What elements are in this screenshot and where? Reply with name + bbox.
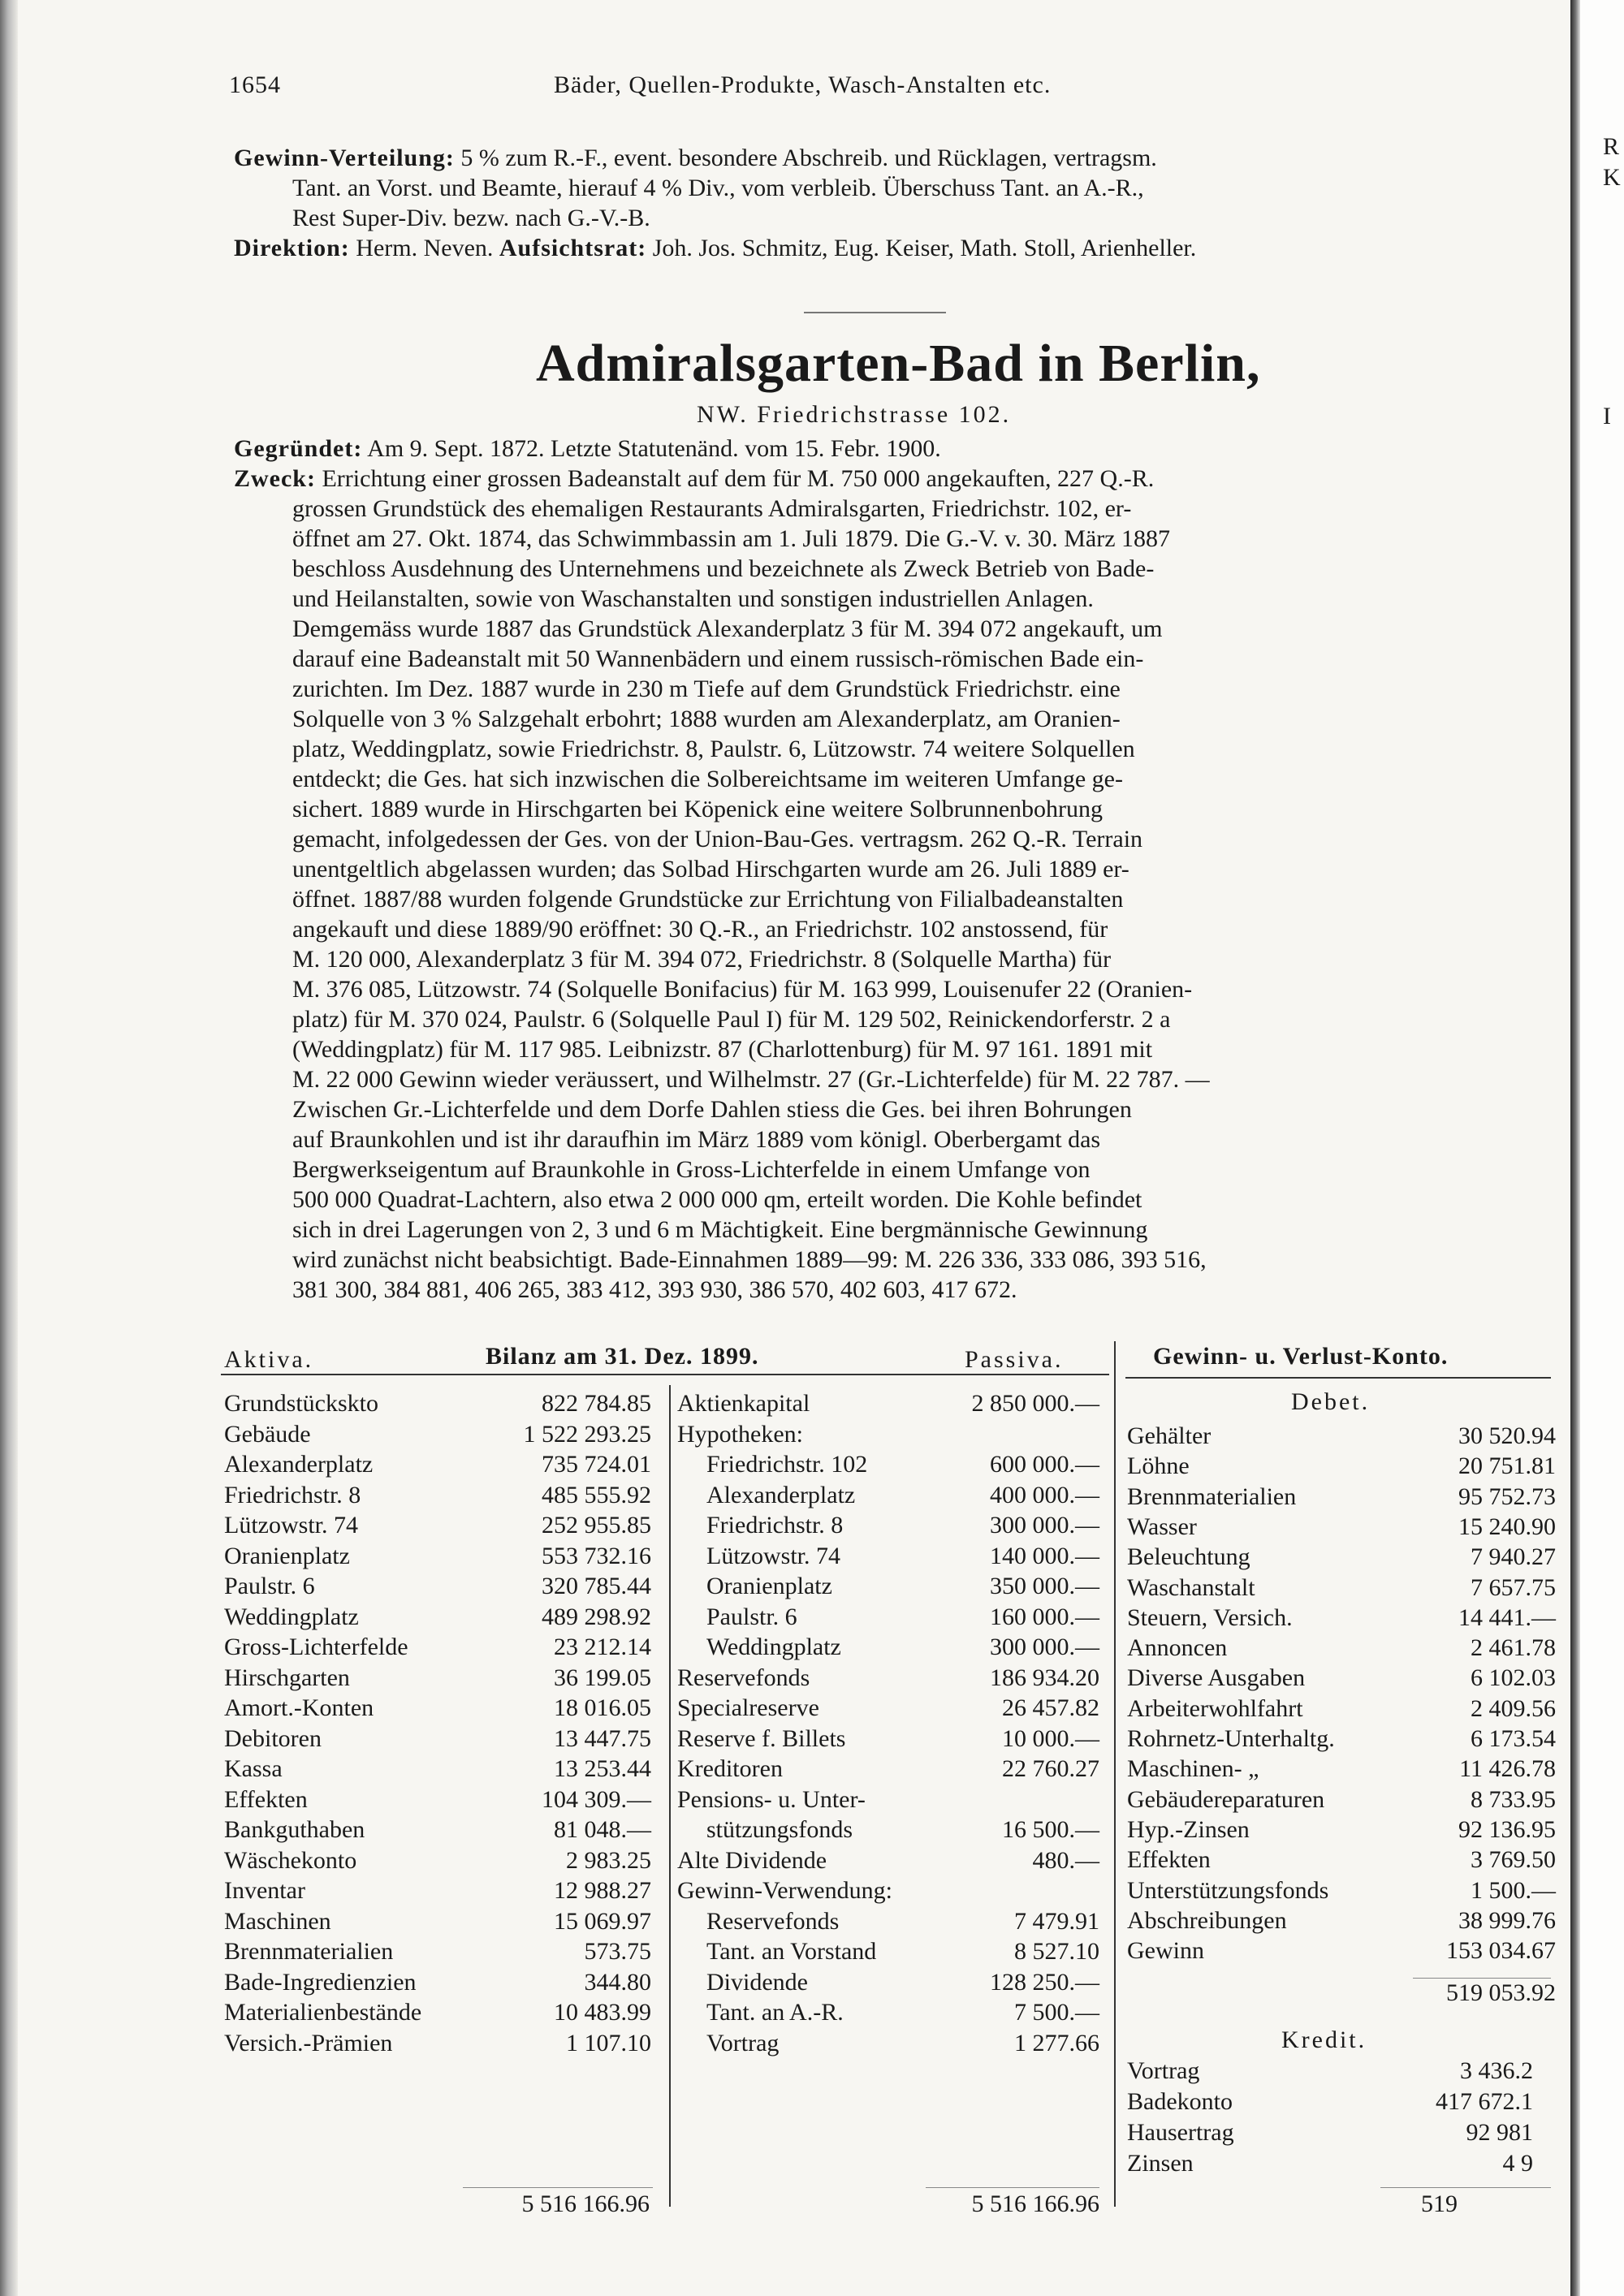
passiva-row [677, 1786, 1099, 1817]
aktiva-row-label: Gebäude [224, 1420, 311, 1448]
aktiva-row [224, 1786, 651, 1817]
aktiva-row-amount: 344.80 [584, 1968, 651, 1996]
purpose-line: zurichten. Im Dez. 1887 wurde in 230 m Tiefe auf dem Grundstück Friedrichstr. eine [292, 675, 1121, 702]
kredit-row-amount: 417 672.1 [1436, 2088, 1533, 2115]
purpose-line: (Weddingplatz) für M. 117 985. Leibnizstr. 87 (Charlottenburg) für M. 97 161. 1891 mit [292, 1036, 1153, 1063]
passiva-row [677, 1543, 1099, 1573]
page-number: 1654 [229, 71, 281, 98]
kredit-row-amount: 3 436.2 [1460, 2057, 1533, 2084]
scan-gutter-shadow [1570, 0, 1580, 2296]
purpose-line: 500 000 Quadrat-Lachtern, also etwa 2 000 000 qm, erteilt worden. Die Kohle befindet [292, 1186, 1142, 1213]
aktiva-row-amount: 104 309.— [542, 1785, 651, 1813]
purpose-line: M. 22 000 Gewinn wieder veräussert, und Wilhelmstr. 27 (Gr.-Lichterfelde) für M. 22 787. — [292, 1066, 1210, 1093]
aktiva-row [224, 1694, 651, 1725]
debet-row [1127, 1452, 1556, 1483]
passiva-row-amount: 350 000.— [990, 1573, 1099, 1599]
passiva-row-amount: 140 000.— [990, 1542, 1099, 1569]
aktiva-row [224, 1908, 651, 1939]
passiva-row-label: Paulstr. 6 [706, 1603, 797, 1630]
passiva-row-label: Alte Dividende [677, 1846, 827, 1874]
passiva-row-amount: 128 250.— [990, 1968, 1099, 1996]
debet-row-label: Hyp.-Zinsen [1127, 1815, 1250, 1843]
aktiva-row [224, 1512, 651, 1543]
aktiva-row-amount: 13 447.75 [554, 1724, 651, 1752]
debet-row [1127, 1725, 1556, 1756]
aktiva-row [224, 1451, 651, 1482]
text-line: Gewinn-Verteilung: 5 % zum R.-F., event. besondere Abschreib. und Rücklagen, vertragsm. [234, 145, 1157, 171]
purpose-line: Zwischen Gr.-Lichterfelde und dem Dorfe Dahlen stiess die Ges. bei ihren Bohrungen [292, 1096, 1132, 1123]
passiva-row-label: Specialreserve [677, 1694, 819, 1721]
passiva-row-amount: 7 479.91 [1014, 1907, 1099, 1935]
debet-row [1127, 1634, 1556, 1665]
debet-row [1127, 1846, 1556, 1877]
aktiva-row [224, 1664, 651, 1695]
purpose-line: sich in drei Lagerungen von 2, 3 und 6 m Mächtigkeit. Eine bergmännische Gewinnung [292, 1216, 1148, 1243]
passiva-row-amount: 16 500.— [1002, 1816, 1099, 1843]
passiva-row-amount: 300 000.— [990, 1512, 1099, 1539]
aktiva-row-amount: 252 955.85 [542, 1512, 651, 1539]
passiva-row-amount: 480.— [1032, 1846, 1099, 1874]
passiva-row [677, 1603, 1099, 1634]
aktiva-row [224, 1421, 651, 1452]
debet-row [1127, 1816, 1556, 1847]
margin-fragment: R [1603, 133, 1620, 160]
debet-row-label: Rohrnetz-Unterhaltg. [1127, 1725, 1335, 1752]
founded-line: Gegründet: Am 9. Sept. 1872. Letzte Statutenänd. vom 15. Febr. 1900. [234, 435, 941, 462]
passiva-row-label: Dividende [706, 1968, 808, 1996]
aktiva-row-label: Oranienplatz [224, 1542, 350, 1569]
kredit-row [1127, 2057, 1533, 2088]
debet-row-label: Brennmaterialien [1127, 1482, 1297, 1510]
aktiva-row-label: Effekten [224, 1785, 308, 1813]
aktiva-row-amount: 23 212.14 [554, 1634, 651, 1660]
kredit-row-amount: 4 9 [1502, 2150, 1533, 2177]
debet-row-label: Wasser [1127, 1513, 1197, 1540]
purpose-line: M. 120 000, Alexanderplatz 3 für M. 394 072, Friedrichstr. 8 (Solquelle Martha) für [292, 946, 1112, 973]
column-divider [1114, 1341, 1116, 2207]
passiva-row-label: stützungsfonds [706, 1816, 853, 1843]
passiva-row-label: Weddingplatz [706, 1634, 841, 1660]
purpose-line: platz) für M. 370 024, Paulstr. 6 (Solquelle Paul I) für M. 129 502, Reinickendorferstr. 2 a [292, 1006, 1171, 1033]
aktiva-row-amount: 485 555.92 [542, 1481, 651, 1508]
debet-row-amount: 1 500.— [1471, 1876, 1556, 1904]
aktiva-row-label: Amort.-Konten [224, 1694, 374, 1721]
aktiva-row-amount: 1 107.10 [566, 2029, 651, 2056]
aktiva-row-amount: 553 732.16 [542, 1542, 651, 1569]
aktiva-row-label: Grundstückskto [224, 1390, 378, 1417]
aktiva-row [224, 1755, 651, 1786]
passiva-row-label: Friedrichstr. 8 [706, 1512, 844, 1539]
pl-title: Gewinn- u. Verlust-Konto. [1153, 1343, 1449, 1370]
passiva-row-label: Friedrichstr. 102 [706, 1451, 868, 1478]
passiva-row-amount: 7 500.— [1014, 1999, 1099, 2026]
debet-row [1127, 1543, 1556, 1574]
margin-fragment: K [1603, 164, 1621, 191]
debet-row-amount: 8 733.95 [1471, 1785, 1556, 1813]
passiva-row-amount: 1 277.66 [1014, 2029, 1099, 2056]
passiva-label: Passiva. [965, 1346, 1064, 1373]
purpose-body [234, 494, 1566, 1305]
passiva-row-amount: 22 760.27 [1002, 1755, 1099, 1782]
aktiva-row-amount: 13 253.44 [554, 1755, 651, 1782]
aktiva-row [224, 1603, 651, 1634]
debet-row-amount: 38 999.76 [1458, 1906, 1556, 1934]
debet-row-amount: 2 461.78 [1471, 1634, 1556, 1662]
debet-row-label: Annoncen [1127, 1634, 1228, 1662]
debet-row-amount: 15 240.90 [1458, 1513, 1556, 1540]
aktiva-row [224, 1543, 651, 1573]
passiva-row [677, 1664, 1099, 1695]
purpose-line: entdeckt; die Ges. hat sich inzwischen die Solbereichtsame im weiteren Umfange ge- [292, 766, 1123, 792]
aktiva-sum-rule [463, 2187, 653, 2188]
purpose-line: platz, Weddingplatz, sowie Friedrichstr. 8, Paulstr. 6, Lützowstr. 74 weitere Solquellen [292, 736, 1135, 762]
aktiva-row-amount: 18 016.05 [554, 1694, 651, 1721]
company-description [234, 434, 1566, 1305]
text-line: Tant. an Vorst. und Beamte, hierauf 4 % Div., vom verbleib. Überschuss Tant. an A.-R., [292, 175, 1144, 201]
passiva-row-label: Reservefonds [677, 1664, 810, 1691]
debet-row [1127, 1604, 1556, 1635]
passiva-row-amount: 160 000.— [990, 1603, 1099, 1630]
debet-row-label: Unterstützungsfonds [1127, 1876, 1329, 1904]
passiva-row-label: Hypotheken: [677, 1420, 803, 1448]
text-line: Direktion: Herm. Neven. Aufsichtsrat: Joh. Jos. Schmitz, Eug. Keiser, Math. Stoll, Arienheller. [234, 235, 1197, 261]
aktiva-row-label: Alexanderplatz [224, 1451, 374, 1478]
debet-row-amount: 20 751.81 [1458, 1452, 1556, 1480]
purpose-line: darauf eine Badeanstalt mit 50 Wannenbädern und einem russisch-römischen Bade ein- [292, 645, 1144, 672]
pl-header-rule [1125, 1377, 1551, 1379]
aktiva-row-amount: 2 983.25 [566, 1846, 651, 1874]
passiva-row-label: Alexanderplatz [706, 1481, 856, 1508]
kredit-row-label: Vortrag [1127, 2057, 1200, 2084]
debet-row-label: Gewinn [1127, 1937, 1204, 1965]
passiva-row-label: Lützowstr. 74 [706, 1542, 840, 1569]
aktiva-row [224, 1725, 651, 1756]
passiva-row [677, 1908, 1099, 1939]
passiva-row [677, 1999, 1099, 2030]
passiva-row [677, 1451, 1099, 1482]
passiva-row-amount: 10 000.— [1002, 1724, 1099, 1752]
aktiva-row-label: Maschinen [224, 1907, 331, 1935]
debet-sum-rule [1413, 1978, 1551, 1979]
passiva-row [677, 1512, 1099, 1543]
purpose-line: sichert. 1889 wurde in Hirschgarten bei Köpenick eine weitere Solbrunnenbohrung [292, 796, 1104, 822]
debet-row-label: Diverse Ausgaben [1127, 1664, 1306, 1692]
aktiva-row-label: Lützowstr. 74 [224, 1512, 358, 1539]
running-header [229, 71, 1569, 110]
aktiva-row [224, 1938, 651, 1969]
passiva-row-label: Pensions- u. Unter- [677, 1785, 866, 1813]
scan-left-edge [0, 0, 18, 2296]
kredit-row-label: Zinsen [1127, 2150, 1194, 2177]
aktiva-row-amount: 822 784.85 [542, 1390, 651, 1417]
debet-row-amount: 30 520.94 [1458, 1422, 1556, 1449]
debet-row-label: Gebäudereparaturen [1127, 1785, 1325, 1813]
passiva-row-label: Tant. an A.-R. [706, 1999, 844, 2026]
debet-row [1127, 1483, 1556, 1514]
passiva-row-label: Reserve f. Billets [677, 1724, 846, 1752]
passiva-row-amount: 300 000.— [990, 1634, 1099, 1660]
passiva-row-amount: 600 000.— [990, 1451, 1099, 1478]
passiva-row [677, 1390, 1099, 1421]
aktiva-row-amount: 573.75 [584, 1938, 651, 1965]
purpose-line: und Heilanstalten, sowie von Waschanstalten und sonstigen industriellen Anlagen. [292, 585, 1094, 612]
running-title: Bäder, Quellen-Produkte, Wasch-Anstalten etc. [554, 71, 1052, 98]
debet-row-amount: 92 136.95 [1458, 1815, 1556, 1843]
passiva-row [677, 1816, 1099, 1847]
passiva-row-amount: 2 850 000.— [971, 1390, 1099, 1417]
aktiva-row-amount: 320 785.44 [542, 1573, 651, 1599]
debet-row [1127, 1786, 1556, 1817]
purpose-line: wird zunächst nicht beabsichtigt. Bade-Einnahmen 1889—99: M. 226 336, 333 086, 393 516, [292, 1246, 1207, 1273]
aktiva-row-label: Gross-Lichterfelde [224, 1634, 408, 1660]
aktiva-row [224, 1573, 651, 1603]
aktiva-row [224, 1999, 651, 2030]
kredit-total: 519 [1421, 2190, 1458, 2217]
passiva-row [677, 1938, 1099, 1969]
debet-row [1127, 1574, 1556, 1605]
aktiva-row-amount: 735 724.01 [542, 1451, 651, 1478]
aktiva-passiva-divider [669, 1385, 671, 2207]
passiva-row-amount: 8 527.10 [1014, 1938, 1099, 1965]
passiva-row [677, 1847, 1099, 1878]
debet-row [1127, 1907, 1556, 1938]
aktiva-row [224, 1390, 651, 1421]
passiva-row [677, 1755, 1099, 1786]
aktiva-row-label: Weddingplatz [224, 1603, 359, 1630]
aktiva-row-label: Hirschgarten [224, 1664, 350, 1691]
debet-row [1127, 1695, 1556, 1726]
kredit-sum-rule [1380, 2187, 1551, 2188]
purpose-line: gemacht, infolgedessen der Ges. von der Union-Bau-Ges. vertragsm. 262 Q.-R. Terrain [292, 826, 1143, 852]
aktiva-label: Aktiva. [224, 1346, 314, 1373]
aktiva-row-label: Paulstr. 6 [224, 1573, 315, 1599]
debet-row-label: Waschanstalt [1127, 1573, 1255, 1601]
purpose-line: öffnet. 1887/88 wurden folgende Grundstücke zur Errichtung von Filialbadeanstalten [292, 886, 1124, 913]
passiva-row [677, 1969, 1099, 2000]
debet-row-label: Steuern, Versich. [1127, 1603, 1293, 1631]
passiva-row-amount: 26 457.82 [1002, 1694, 1099, 1721]
debet-row [1127, 1755, 1556, 1786]
purpose-line: Solquelle von 3 % Salzgehalt erbohrt; 1888 wurden am Alexanderplatz, am Oranien- [292, 706, 1121, 732]
debet-row-amount: 95 752.73 [1458, 1482, 1556, 1510]
debet-total: 519 053.92 [1446, 1979, 1556, 2006]
purpose-line: angekauft und diese 1889/90 eröffnet: 30 Q.-R., an Friedrichstr. 102 anstossend, für [292, 916, 1108, 943]
debet-row-label: Gehälter [1127, 1422, 1212, 1449]
passiva-row-label: Reservefonds [706, 1907, 840, 1935]
purpose-line: beschloss Ausdehnung des Unternehmens und bezeichnete als Zweck Betrieb von Bade- [292, 555, 1155, 582]
aktiva-row-amount: 12 988.27 [554, 1877, 651, 1904]
passiva-row [677, 1421, 1099, 1452]
debet-row-amount: 7 940.27 [1471, 1543, 1556, 1571]
purpose-line: M. 376 085, Lützowstr. 74 (Solquelle Bonifacius) für M. 163 999, Louisenufer 22 (Oranien- [292, 976, 1193, 1003]
passiva-row-amount: 186 934.20 [990, 1664, 1099, 1691]
debet-row-amount: 6 173.54 [1471, 1725, 1556, 1752]
passiva-row [677, 2030, 1099, 2061]
company-heading: Admiralsgarten-Bad in Berlin, [536, 334, 1261, 393]
debet-row-amount: 14 441.— [1458, 1603, 1556, 1631]
balance-title: Bilanz am 31. Dez. 1899. [486, 1343, 759, 1370]
passiva-row [677, 1725, 1099, 1756]
passiva-row [677, 1634, 1099, 1664]
debet-row-amount: 11 426.78 [1459, 1755, 1556, 1783]
aktiva-row-amount: 489 298.92 [542, 1603, 651, 1630]
purpose-line: 381 300, 384 881, 406 265, 383 412, 393 930, 386 570, 402 603, 417 672. [292, 1276, 1017, 1303]
passiva-row [677, 1482, 1099, 1513]
kredit-row [1127, 2088, 1533, 2119]
debet-row [1127, 1513, 1556, 1544]
passiva-row [677, 1877, 1099, 1908]
aktiva-row-amount: 81 048.— [554, 1816, 651, 1843]
debet-row-label: Effekten [1127, 1846, 1211, 1874]
passiva-row-label: Gewinn-Verwendung: [677, 1877, 892, 1904]
purpose-line: grossen Grundstück des ehemaligen Restaurants Admiralsgarten, Friedrichstr. 102, er- [292, 495, 1132, 522]
company-address: NW. Friedrichstrasse 102. [697, 401, 1012, 428]
debet-row [1127, 1422, 1556, 1453]
aktiva-row-amount: 15 069.97 [554, 1907, 651, 1935]
passiva-row-label: Tant. an Vorstand [706, 1938, 877, 1965]
debet-row-amount: 3 769.50 [1471, 1846, 1556, 1874]
aktiva-row-label: Versich.-Prämien [224, 2029, 393, 2056]
passiva-row-label: Aktienkapital [677, 1390, 810, 1417]
aktiva-row-amount: 10 483.99 [554, 1999, 651, 2026]
debet-row-label: Löhne [1127, 1452, 1190, 1480]
debet-row-amount: 7 657.75 [1471, 1573, 1556, 1601]
debet-label: Debet. [1291, 1388, 1371, 1415]
purpose-line: Demgemäss wurde 1887 das Grundstück Alexanderplatz 3 für M. 394 072 angekauft, um [292, 615, 1163, 642]
purpose-line: unentgeltlich abgelassen wurden; das Solbad Hirschgarten wurde am 26. Juli 1889 er- [292, 856, 1129, 883]
aktiva-row-label: Bade-Ingredienzien [224, 1968, 417, 1996]
kredit-row-amount: 92 981 [1466, 2119, 1533, 2146]
aktiva-row-label: Bankguthaben [224, 1816, 365, 1843]
aktiva-row-label: Materialienbestände [224, 1999, 422, 2026]
aktiva-row-label: Inventar [224, 1877, 305, 1904]
aktiva-row [224, 1969, 651, 2000]
debet-row-label: Abschreibungen [1127, 1906, 1287, 1934]
passiva-total: 5 516 166.96 [971, 2190, 1099, 2217]
aktiva-row [224, 1634, 651, 1664]
aktiva-row [224, 1847, 651, 1878]
passiva-row-amount: 400 000.— [990, 1481, 1099, 1508]
debet-row [1127, 1877, 1556, 1908]
aktiva-row [224, 1482, 651, 1513]
passiva-row-label: Kreditoren [677, 1755, 783, 1782]
aktiva-total: 5 516 166.96 [521, 2190, 650, 2217]
passiva-row-label: Vortrag [706, 2029, 780, 2056]
debet-row-amount: 2 409.56 [1471, 1694, 1556, 1722]
passiva-row-label: Oranienplatz [706, 1573, 832, 1599]
debet-row-label: Beleuchtung [1127, 1543, 1250, 1571]
kredit-row [1127, 2119, 1533, 2150]
kredit-row-label: Badekonto [1127, 2088, 1233, 2115]
section-divider [804, 312, 946, 313]
aktiva-row-label: Kassa [224, 1755, 283, 1782]
kredit-row-label: Hausertrag [1127, 2119, 1234, 2146]
margin-fragment: I [1603, 403, 1611, 429]
aktiva-row [224, 2030, 651, 2061]
kredit-label: Kredit. [1281, 2026, 1367, 2053]
purpose-line: Bergwerkseigentum auf Braunkohle in Gross-Lichterfelde in einem Umfange von [292, 1156, 1091, 1183]
passiva-sum-rule [926, 2187, 1099, 2188]
debet-row-amount: 153 034.67 [1446, 1937, 1556, 1965]
kredit-row [1127, 2150, 1533, 2181]
previous-entry-tail [234, 143, 1566, 263]
aktiva-row-label: Wäschekonto [224, 1846, 357, 1874]
aktiva-row-label: Brennmaterialien [224, 1938, 394, 1965]
debet-row-amount: 6 102.03 [1471, 1664, 1556, 1692]
balance-header-rule [221, 1374, 1109, 1375]
purpose-line: öffnet am 27. Okt. 1874, das Schwimmbassin am 1. Juli 1879. Die G.-V. v. 30. März 1887 [292, 525, 1171, 552]
passiva-row [677, 1694, 1099, 1725]
debet-row [1127, 1664, 1556, 1695]
debet-row-label: Arbeiterwohlfahrt [1127, 1694, 1303, 1722]
aktiva-row [224, 1877, 651, 1908]
aktiva-row-label: Debitoren [224, 1724, 322, 1752]
aktiva-row [224, 1816, 651, 1847]
debet-row-label: Maschinen- „ [1127, 1755, 1259, 1783]
aktiva-row-amount: 1 522 293.25 [523, 1420, 651, 1448]
purpose-line: auf Braunkohlen und ist ihr daraufhin im März 1889 vom königl. Oberbergamt das [292, 1126, 1101, 1153]
aktiva-row-label: Friedrichstr. 8 [224, 1481, 361, 1508]
text-line: Rest Super-Div. bezw. nach G.-V.-B. [292, 205, 650, 231]
passiva-row [677, 1573, 1099, 1603]
aktiva-row-amount: 36 199.05 [554, 1664, 651, 1691]
debet-row [1127, 1937, 1556, 1968]
text-line: Zweck: Errichtung einer grossen Badeanstalt auf dem für M. 750 000 angekauften, 227 Q.-R. [234, 465, 1155, 492]
